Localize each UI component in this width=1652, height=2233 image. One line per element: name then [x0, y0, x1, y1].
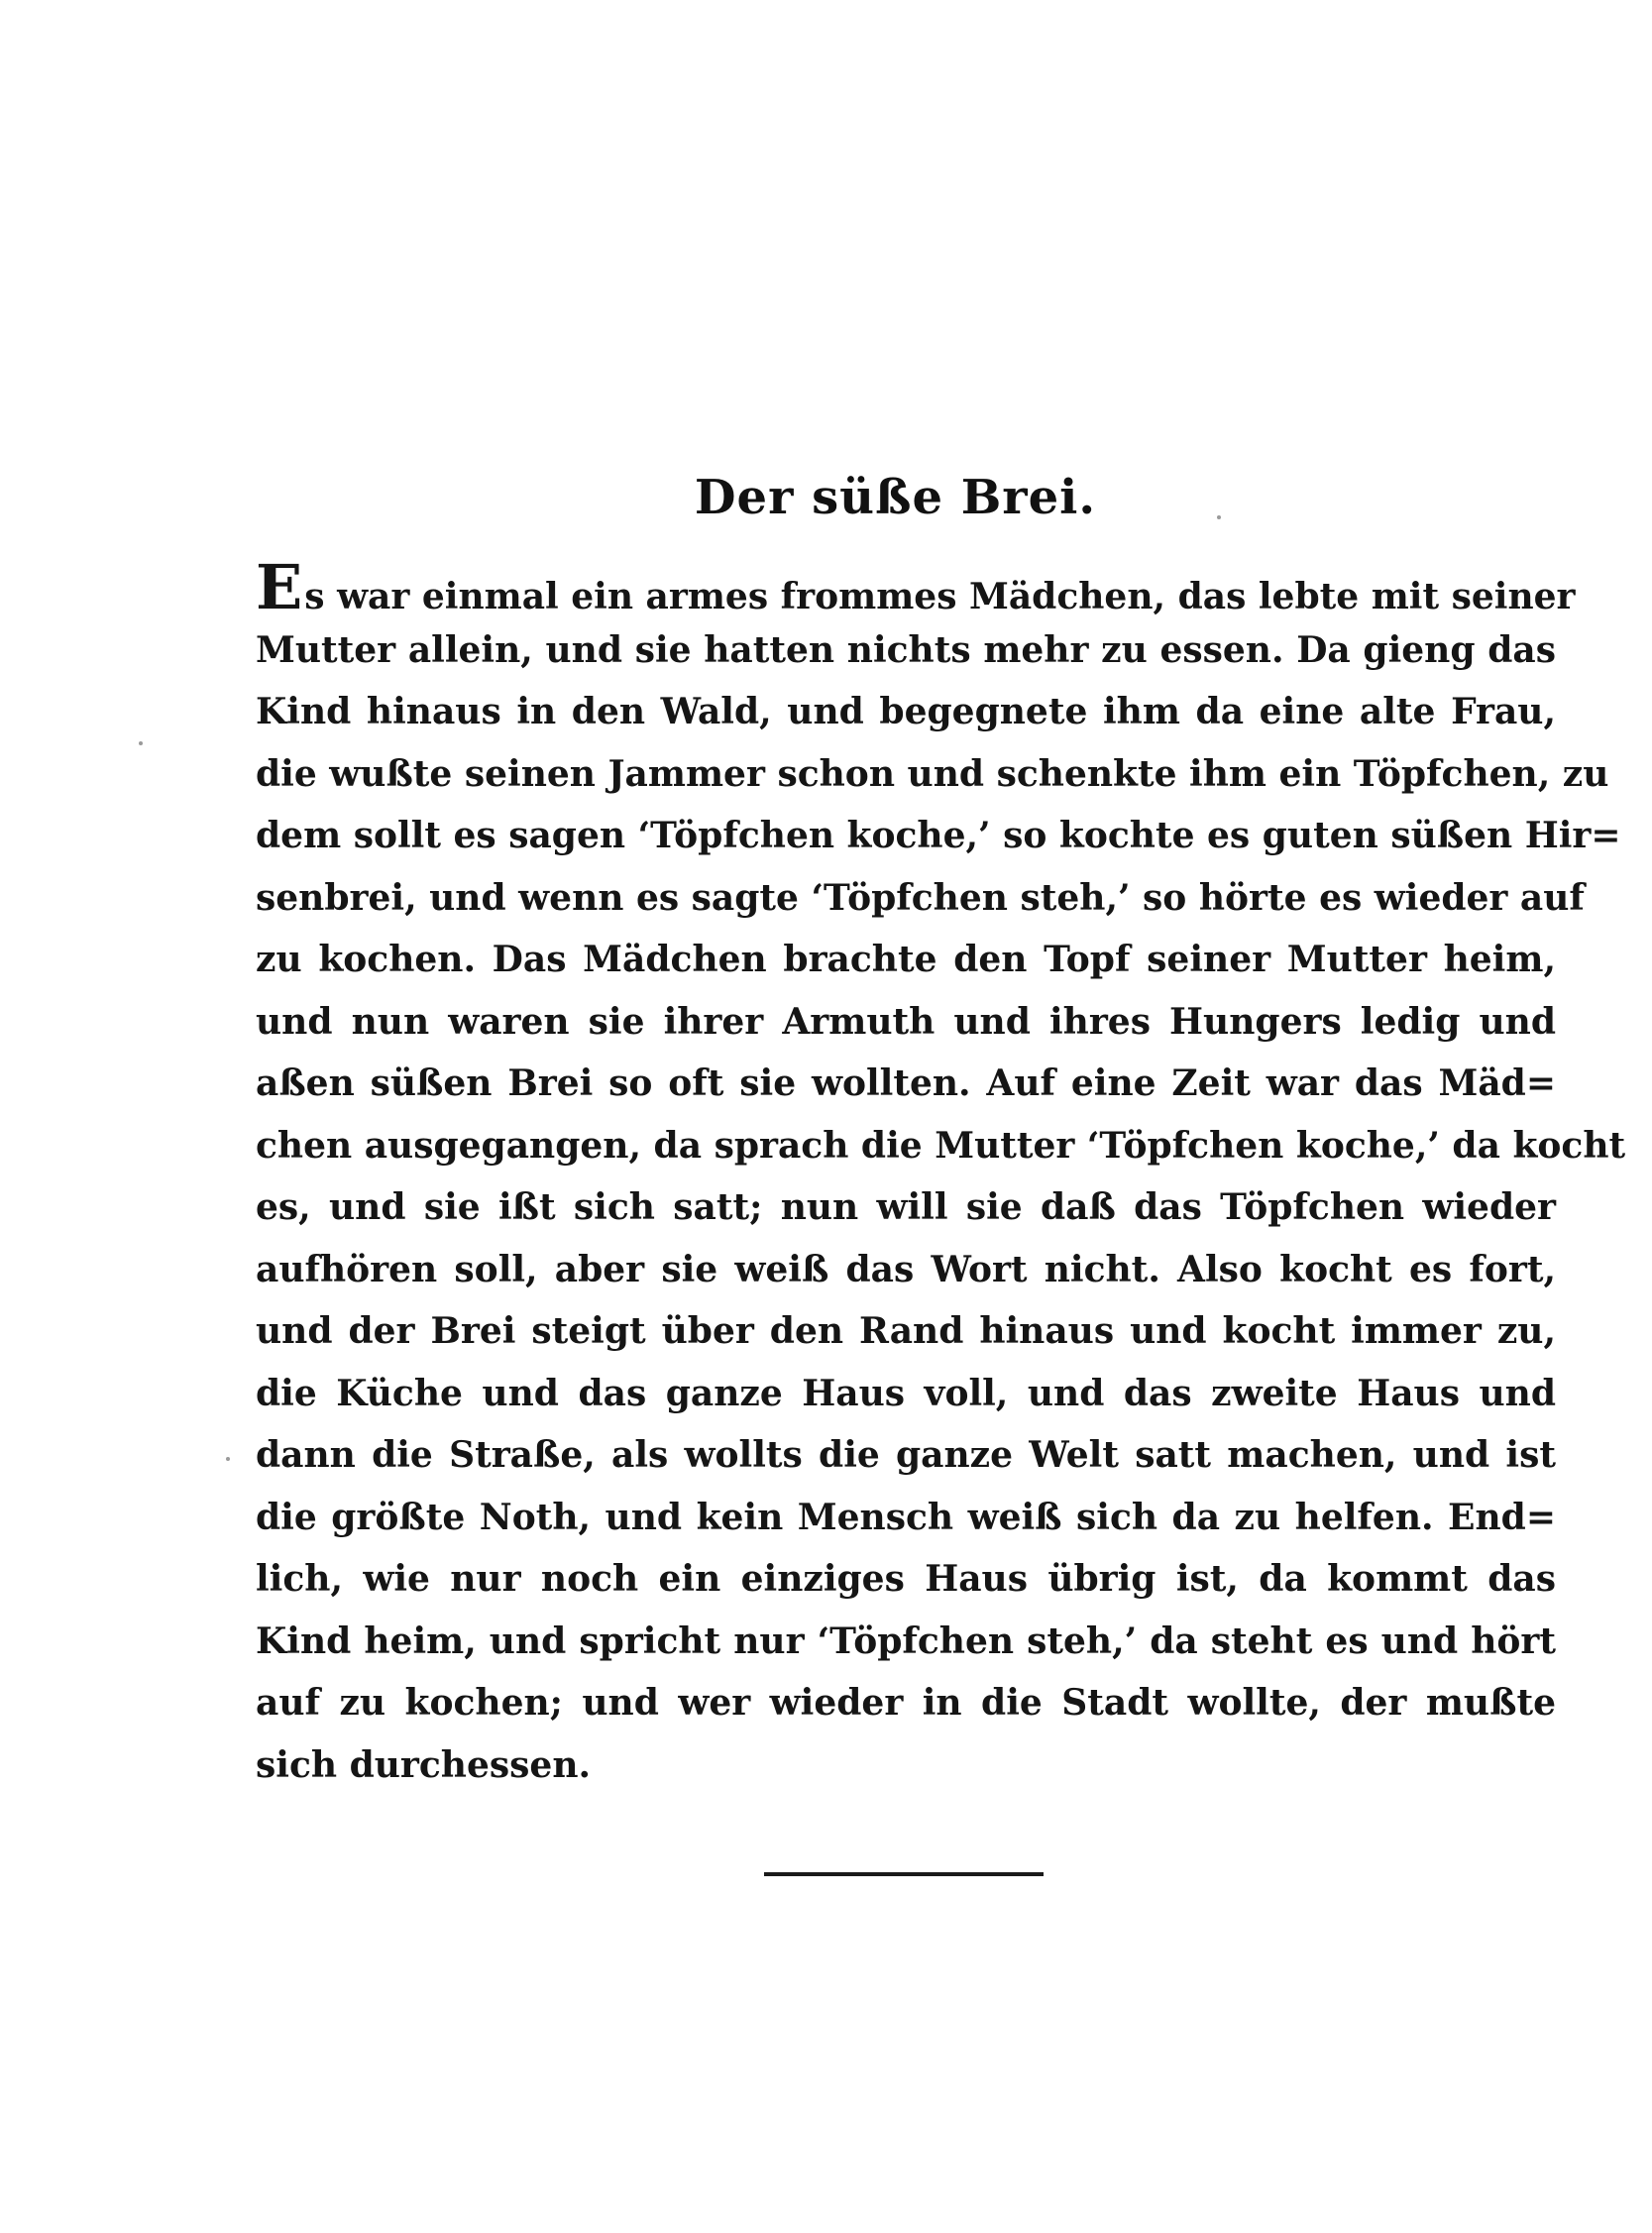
- text-line: zu kochen. Das Mädchen brachte den Topf seiner Mutter heim,: [256, 939, 1556, 980]
- text-line: und der Brei steigt über den Rand hinaus und kocht immer zu,: [256, 1310, 1556, 1352]
- text-line: dann die Straße, als wollts die ganze Welt satt machen, und ist: [256, 1434, 1556, 1476]
- text-line: aßen süßen Brei so oft sie wollten. Auf eine Zeit war das Mäd=: [256, 1062, 1556, 1104]
- text-line: es, und sie ißt sich satt; nun will sie daß das Töpfchen wieder: [256, 1186, 1556, 1228]
- text-line-content: s war einmal ein armes frommes Mädchen, das lebte mit seiner: [304, 576, 1576, 617]
- text-line: Mutter allein, und sie hatten nichts mehr zu essen. Da gieng das: [256, 628, 1556, 671]
- text-line: die größte Noth, und kein Mensch weiß sich da zu helfen. End=: [256, 1496, 1556, 1538]
- text-line: chen ausgegangen, da sprach die Mutter ‘Töpfchen koche,’ da kocht: [256, 1124, 1626, 1167]
- page-title: Der süße Brei.: [694, 470, 1097, 525]
- text-line: auf zu kochen; und wer wieder in die Stadt wollte, der mußte: [256, 1682, 1556, 1724]
- text-line: aufhören soll, aber sie weiß das Wort nicht. Also kocht es fort,: [256, 1248, 1556, 1290]
- paper-speck: [139, 741, 143, 745]
- text-line: und nun waren sie ihrer Armuth und ihres Hungers ledig und: [256, 1000, 1556, 1043]
- end-rule: [764, 1872, 1044, 1876]
- text-line: sich durchessen.: [256, 1743, 592, 1786]
- paper-speck: [1217, 515, 1221, 519]
- paper-speck: [226, 1457, 230, 1461]
- drop-cap: E: [256, 551, 303, 623]
- text-line: dem sollt es sagen ‘Töpfchen koche,’ so kochte es guten süßen Hir=: [256, 815, 1621, 856]
- story-text: [256, 551, 1626, 1796]
- text-line: [256, 551, 1576, 623]
- text-line: die wußte seinen Jammer schon und schenkte ihm ein Töpfchen, zu: [256, 752, 1609, 795]
- text-line: senbrei, und wenn es sagte ‘Töpfchen steh,’ so hörte es wieder auf: [256, 876, 1585, 919]
- text-line: die Küche und das ganze Haus voll, und das zweite Haus und: [256, 1372, 1556, 1414]
- text-line: lich, wie nur noch ein einziges Haus übrig ist, da kommt das: [256, 1558, 1556, 1600]
- text-line: Kind hinaus in den Wald, und begegnete ihm da eine alte Frau,: [256, 691, 1556, 732]
- text-line: Kind heim, und spricht nur ‘Töpfchen steh,’ da steht es und hört: [256, 1619, 1556, 1662]
